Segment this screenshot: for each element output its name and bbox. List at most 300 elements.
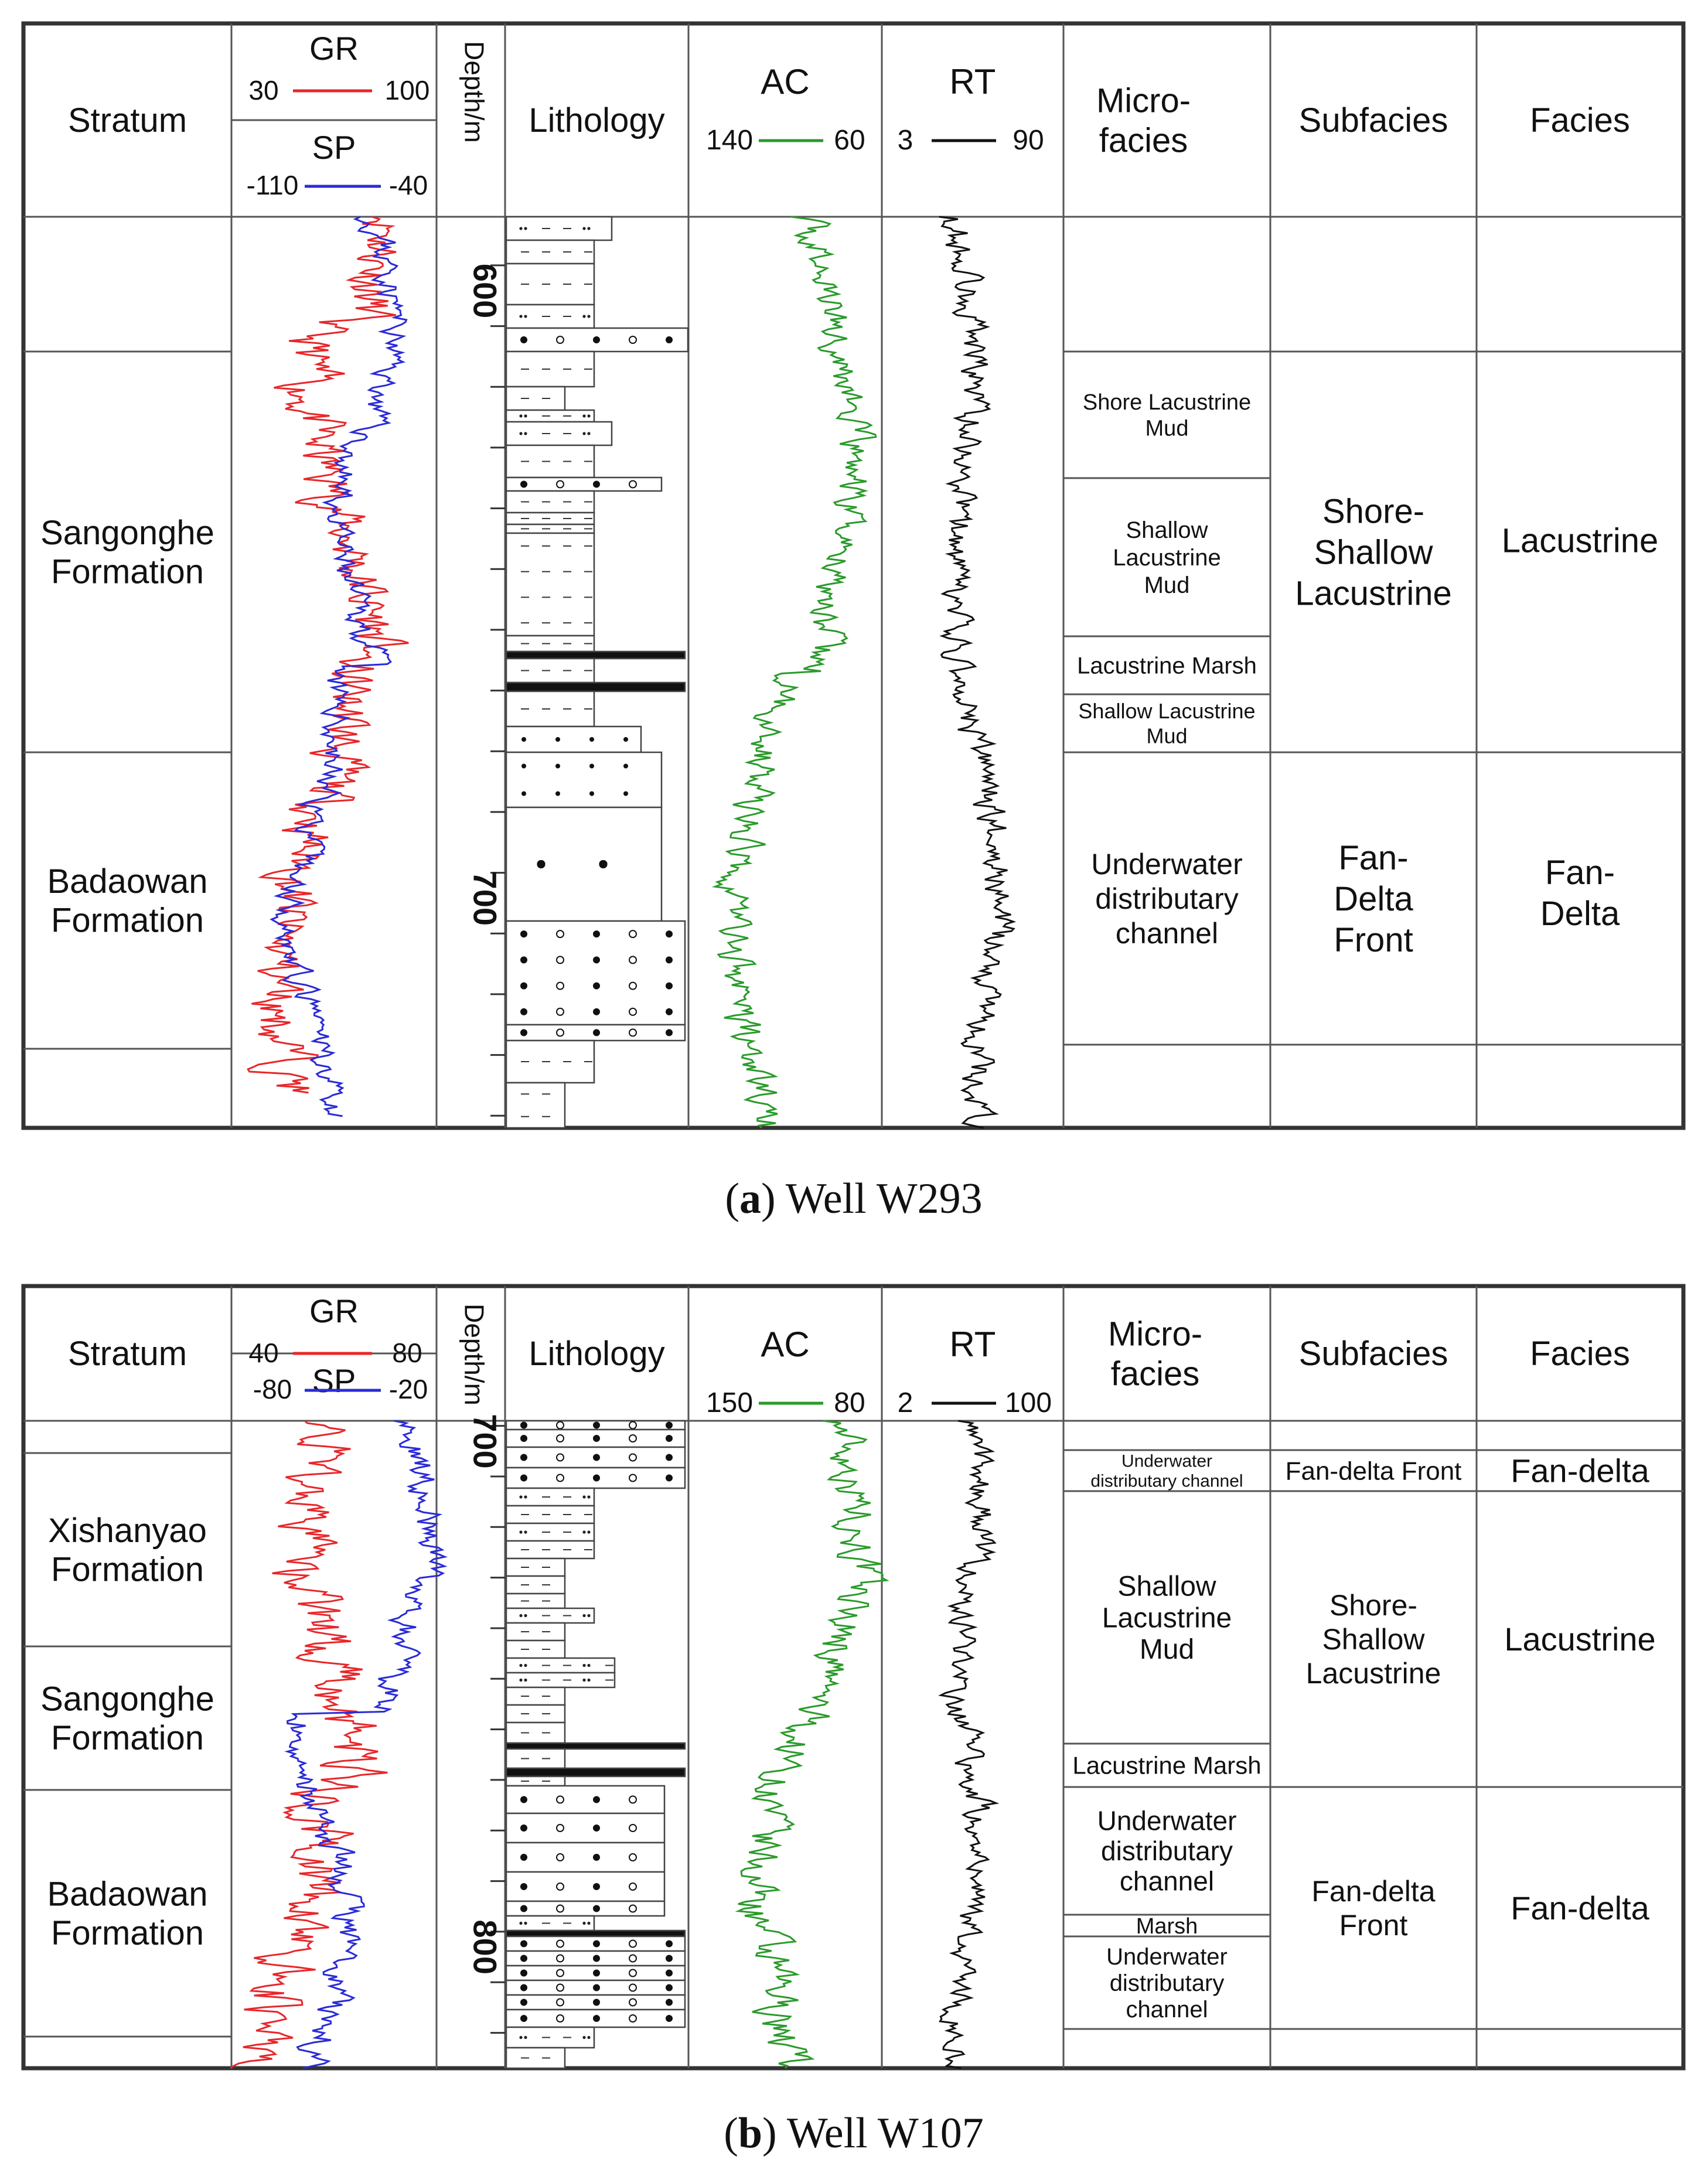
facies-cell-line: Fan-delta — [1511, 1890, 1649, 1927]
gr-title: GR — [309, 30, 359, 67]
lithology-bed — [506, 2048, 565, 2068]
lith-sand-dot — [589, 792, 594, 796]
stratum-xishanyao-line: Xishanyao — [48, 1511, 207, 1550]
facies-cell — [1511, 1890, 1649, 1926]
facies-cell-line: Lacustrine — [1504, 1621, 1656, 1658]
lith-box — [506, 727, 641, 752]
lithology-bed — [506, 659, 594, 683]
lith-grain — [594, 1455, 599, 1461]
rt-curve — [939, 217, 1014, 1128]
lithology-bed — [506, 1776, 565, 1786]
lith-grain — [557, 1435, 564, 1442]
stratum-sangonghe-line: Formation — [50, 1719, 204, 1758]
microfacies-cell-line: channel — [1119, 1866, 1215, 1897]
subfacies-cell-line: Shallow — [1322, 1623, 1425, 1656]
lith-silt-dot — [582, 315, 585, 318]
lithology-bed — [506, 1594, 565, 1608]
lithology-bed — [506, 2010, 685, 2027]
lith-grain — [521, 1854, 527, 1860]
lith-grain — [557, 983, 564, 990]
facies-cell — [1511, 1452, 1649, 1489]
lith-grain — [629, 1984, 636, 1991]
lithology-bed — [506, 422, 612, 445]
lith-silt-dot — [524, 1679, 527, 1682]
lith-box — [506, 1786, 664, 1813]
microfacies-cell-line: Mud — [1146, 724, 1188, 748]
lith-grain — [594, 1956, 599, 1962]
lith-sand-dot — [555, 792, 560, 796]
caption-text: ) Well W107 — [762, 2109, 984, 2157]
sp-title: SP — [312, 1362, 356, 1399]
lith-silt-dot — [519, 227, 522, 230]
subfacies-cell-line: Fan-delta — [1311, 1875, 1436, 1908]
lith-grain — [629, 983, 636, 990]
gr-max: 80 — [392, 1338, 422, 1368]
lith-grain — [521, 1970, 527, 1976]
lith-silt-dot — [587, 1679, 590, 1682]
lithology-bed — [506, 1687, 565, 1705]
lithology-bed — [506, 410, 594, 422]
depth-label: 700 — [466, 871, 504, 926]
lith-sand-dot — [521, 792, 526, 796]
microfacies-cell-line: Shallow Lacustrine — [1078, 698, 1256, 723]
lith-grain — [666, 1423, 672, 1428]
rt-curve — [940, 1421, 996, 2068]
lith-grain — [629, 481, 636, 488]
depth-label: 700 — [466, 1414, 504, 1469]
lith-grain — [594, 1423, 599, 1428]
lith-grain — [557, 481, 564, 488]
lith-silt-dot — [587, 1664, 590, 1667]
lith-box — [506, 1594, 565, 1608]
lith-grain — [629, 1008, 636, 1015]
lith-silt-dot — [524, 1664, 527, 1667]
microfacies-cell — [1072, 1752, 1261, 1779]
lithology-bed — [506, 1813, 664, 1843]
subfacies-cell-line: Lacustrine — [1295, 574, 1452, 613]
lith-grain — [594, 1941, 599, 1947]
lith-grain — [521, 1009, 527, 1015]
ac-curve — [738, 1421, 887, 2068]
lith-grain — [629, 1940, 636, 1948]
microfacies-cell-line: Lacustrine Marsh — [1072, 1751, 1262, 1779]
lith-silt-dot — [524, 414, 527, 417]
lith-grain — [666, 1970, 672, 1976]
lith-grain — [521, 1985, 527, 1991]
lith-box — [506, 752, 662, 807]
lithology-bed — [506, 1723, 565, 1743]
lith-grain — [557, 1955, 564, 1962]
stratum-sangonghe — [40, 1680, 214, 1757]
lith-grain — [521, 2015, 527, 2021]
lith-grain — [629, 1970, 636, 1977]
lith-grain — [629, 1905, 636, 1912]
lith-grain — [629, 1454, 636, 1461]
lith-silt-dot — [524, 1922, 527, 1925]
lith-grain — [521, 931, 527, 937]
lith-silt-dot — [587, 1614, 590, 1617]
microfacies-cell-line: distributary — [1109, 1970, 1225, 1996]
lith-silt-dot — [587, 414, 590, 417]
lithology-bed — [506, 1541, 594, 1558]
header-depth: Depth/m — [459, 1304, 490, 1406]
lith-grain — [521, 957, 527, 963]
lith-silt-dot — [524, 432, 527, 435]
microfacies-cell-line: Shore Lacustrine — [1082, 390, 1252, 415]
caption-paren: ( — [725, 1175, 739, 1223]
subfacies-cell — [1286, 1457, 1462, 1485]
facies-cell-line: Fan-delta — [1511, 1452, 1649, 1489]
lith-grain — [521, 1423, 527, 1428]
lith-grain — [594, 1854, 599, 1860]
lith-silt-dot — [582, 1614, 585, 1617]
microfacies-cell-line: Mud — [1145, 416, 1189, 441]
lith-silt-dot — [582, 414, 585, 417]
lith-grain — [521, 1956, 527, 1962]
lith-grain — [557, 1970, 564, 1977]
lith-grain — [666, 1435, 672, 1441]
lithology-bed — [506, 1506, 594, 1523]
lith-silt-dot — [582, 432, 585, 435]
lithology-bed — [506, 513, 594, 524]
sp-min: -80 — [253, 1374, 292, 1404]
facies-cell — [1502, 521, 1659, 560]
lith-silt-dot — [524, 1495, 527, 1498]
lith-sand-dot — [555, 764, 560, 769]
subfacies-cell-line: Shore- — [1322, 492, 1425, 531]
lith-box — [506, 1931, 685, 1936]
stratum-sangonghe-line: Formation — [50, 553, 204, 591]
lithology-bed — [506, 533, 594, 636]
lith-box — [506, 1576, 565, 1594]
lith-grain — [557, 1029, 564, 1036]
lith-silt-dot — [519, 1922, 522, 1925]
lith-silt-dot — [582, 227, 585, 230]
lithology-bed — [506, 1025, 685, 1041]
lith-grain — [629, 336, 636, 343]
subfacies-cell — [1334, 839, 1413, 959]
microfacies-cell-line: Underwater — [1091, 848, 1243, 881]
lithology-bed — [506, 264, 594, 305]
subfacies-cell-line: Front — [1334, 920, 1413, 959]
lithology-bed — [506, 1995, 685, 2010]
lith-silt-dot — [519, 1664, 522, 1667]
header-microfacies — [1096, 81, 1191, 159]
header-lithology: Lithology — [529, 101, 665, 139]
lith-silt-dot — [519, 1614, 522, 1617]
stratum-badaowan-line: Formation — [50, 1914, 204, 1953]
panel-well-w293 — [23, 23, 1683, 1223]
lith-box — [506, 652, 685, 659]
header-stratum: Stratum — [67, 1335, 187, 1373]
sp-max: -20 — [388, 1374, 428, 1404]
lith-grain — [557, 930, 564, 937]
lith-grain — [557, 336, 564, 343]
lithology-bed — [506, 478, 662, 491]
lith-grain — [521, 1906, 527, 1912]
lithology-bed — [506, 387, 565, 410]
lith-box — [506, 1749, 565, 1768]
lith-silt-dot — [519, 1530, 522, 1533]
lith-grain — [521, 337, 527, 343]
lith-grain — [666, 1475, 672, 1481]
lith-grain — [666, 1941, 672, 1947]
lith-grain — [521, 1884, 527, 1890]
lith-box — [506, 1743, 685, 1749]
lithology-bed — [506, 691, 594, 727]
lith-silt-dot — [582, 1922, 585, 1925]
lith-box — [506, 1705, 565, 1723]
lith-grain — [557, 956, 564, 963]
lith-grain — [557, 1940, 564, 1948]
lith-coarse-grain — [599, 860, 608, 868]
lith-grain — [594, 957, 599, 963]
lith-silt-dot — [524, 227, 527, 230]
rt-max: 90 — [1012, 125, 1044, 156]
lithology-bed — [506, 328, 688, 352]
lithology-bed — [506, 1931, 685, 1936]
lith-silt-dot — [524, 2036, 527, 2039]
ac-max: 60 — [834, 125, 865, 156]
lith-grain — [629, 1796, 636, 1803]
lithology-bed — [506, 1768, 685, 1776]
facies-cell — [1504, 1621, 1655, 1658]
lithology-bed — [506, 1980, 685, 1995]
lith-box — [506, 1623, 565, 1641]
subfacies-cell — [1306, 1589, 1441, 1690]
lithology-bed — [506, 1468, 685, 1488]
rt-max: 100 — [1004, 1387, 1052, 1418]
lith-silt-dot — [582, 2036, 585, 2039]
lith-silt-dot — [587, 2036, 590, 2039]
lith-grain — [557, 1854, 564, 1861]
rt-min: 2 — [897, 1387, 913, 1418]
lith-grain — [594, 931, 599, 937]
microfacies-cell-line: Underwater — [1106, 1944, 1228, 1970]
lith-silt-dot — [519, 1495, 522, 1498]
gr-min: 30 — [248, 75, 279, 105]
lith-grain — [594, 1030, 599, 1036]
lith-grain — [629, 930, 636, 937]
lith-grain — [629, 1883, 636, 1890]
lith-grain — [666, 931, 672, 937]
sp-title: SP — [312, 129, 356, 166]
lith-grain — [594, 1435, 599, 1441]
lith-grain — [557, 1796, 564, 1803]
lith-grain — [594, 983, 599, 989]
lith-grain — [666, 1956, 672, 1962]
lith-grain — [629, 1854, 636, 1861]
subfacies-cell-line: Lacustrine — [1305, 1657, 1441, 1690]
header-microfacies-line: Micro- — [1107, 1315, 1203, 1353]
facies-cell-line: Lacustrine — [1501, 521, 1659, 560]
microfacies-cell — [1078, 699, 1255, 748]
lithology-bed — [506, 1966, 685, 1980]
lithology-bed — [506, 1749, 565, 1768]
gr-title: GR — [309, 1292, 359, 1329]
lith-silt-dot — [519, 2036, 522, 2039]
lith-grain — [557, 1905, 564, 1912]
ac-min: 150 — [705, 1387, 754, 1418]
sp-min: -110 — [246, 170, 299, 200]
gr-curve — [231, 1421, 388, 2068]
lith-grain — [521, 1825, 527, 1831]
microfacies-cell-line: channel — [1126, 1996, 1208, 2023]
header-subfacies: Subfacies — [1298, 1335, 1448, 1373]
lith-grain — [666, 1009, 672, 1015]
panel-well-w107 — [23, 1286, 1683, 2157]
facies-cell — [1540, 854, 1620, 933]
caption-a — [725, 1175, 982, 1223]
lith-silt-dot — [519, 414, 522, 417]
lith-sand-dot — [623, 764, 628, 769]
microfacies-cell — [1106, 1944, 1228, 2023]
microfacies-cell-line: Underwater — [1121, 1451, 1213, 1471]
header-facies: Facies — [1530, 1335, 1630, 1373]
lith-sand-dot — [623, 792, 628, 796]
lith-silt-dot — [519, 1679, 522, 1682]
lithology-bed — [506, 1421, 685, 1430]
subfacies-cell-line: Front — [1339, 1909, 1408, 1942]
lith-grain — [594, 482, 599, 487]
caption-b — [724, 2109, 984, 2157]
microfacies-cell — [1136, 1914, 1198, 1939]
lith-grain — [557, 2015, 564, 2022]
microfacies-cell — [1097, 1806, 1237, 1897]
lith-box — [506, 1813, 664, 1843]
lith-grain — [629, 1422, 636, 1429]
lithology-bed — [506, 352, 594, 387]
lithology-bed — [506, 1041, 594, 1083]
rt-title: RT — [949, 62, 996, 101]
microfacies-cell — [1090, 1452, 1243, 1491]
lithology-bed — [506, 1936, 685, 1951]
lithology-bed — [506, 1916, 594, 1931]
lith-silt-dot — [519, 315, 522, 318]
subfacies-cell — [1295, 492, 1452, 612]
stratum-sangonghe-line: Sangonghe — [40, 513, 214, 552]
lith-grain — [521, 1941, 527, 1947]
lith-grain — [594, 1884, 599, 1890]
lithology-bed — [506, 305, 594, 328]
microfacies-cell-line: Marsh — [1136, 1914, 1198, 1939]
subfacies-cell-line: Delta — [1334, 879, 1413, 918]
ac-title: AC — [761, 1325, 810, 1364]
lithology-bed — [506, 1705, 565, 1723]
lith-grain — [629, 956, 636, 963]
lith-silt-dot — [519, 432, 522, 435]
lith-grain — [557, 1984, 564, 1991]
lith-grain — [666, 1030, 672, 1036]
lith-grain — [629, 1999, 636, 2006]
microfacies-cell — [1077, 653, 1257, 679]
lithology-bed — [506, 752, 662, 807]
lith-grain — [666, 2015, 672, 2021]
stratum-badaowan-line: Badaowan — [47, 1875, 208, 1914]
lith-grain — [557, 1824, 564, 1832]
stratum-xishanyao — [48, 1512, 207, 1589]
rt-min: 3 — [897, 125, 913, 156]
microfacies-cell-line: Underwater — [1097, 1805, 1237, 1836]
lith-grain — [521, 1797, 527, 1803]
lith-grain — [594, 1906, 599, 1912]
lithology-bed — [506, 636, 594, 652]
lith-silt-dot — [587, 315, 590, 318]
microfacies-cell — [1113, 517, 1221, 598]
lith-grain — [629, 1475, 636, 1482]
lith-grain — [521, 2000, 527, 2006]
stratum-badaowan — [47, 1875, 207, 1952]
caption-letter: b — [738, 2109, 763, 2157]
gr-max: 100 — [384, 75, 430, 105]
facies-cell-line: Delta — [1540, 894, 1620, 933]
lithology-bed — [506, 1623, 565, 1641]
lith-box — [506, 1083, 565, 1128]
lith-grain — [666, 1985, 672, 1991]
lith-grain — [666, 957, 672, 963]
lithology-bed — [506, 2027, 594, 2048]
lith-box — [506, 478, 662, 491]
subfacies-cell-line: Shore- — [1329, 1589, 1418, 1622]
lith-box — [506, 1723, 565, 1743]
gr-min: 40 — [248, 1338, 279, 1368]
lith-grain — [594, 337, 599, 343]
ac-min: 140 — [705, 125, 754, 156]
stratum-sangonghe-line: Sangonghe — [40, 1680, 214, 1718]
microfacies-cell-line: Shallow — [1117, 1571, 1216, 1602]
lithology-bed — [506, 491, 594, 513]
stratum-sangonghe — [40, 514, 214, 591]
lith-sand-dot — [589, 737, 594, 742]
lith-silt-dot — [587, 1530, 590, 1533]
lithology-bed — [506, 445, 594, 478]
lith-box — [506, 1872, 664, 1901]
lith-box — [506, 1843, 664, 1872]
lith-grain — [521, 482, 527, 487]
lithology-bed — [506, 1743, 685, 1749]
lith-grain — [557, 1422, 564, 1429]
microfacies-cell — [1083, 390, 1251, 441]
lithology-bed — [506, 1558, 565, 1576]
lith-sand-dot — [623, 737, 628, 742]
lith-grain — [557, 1008, 564, 1015]
microfacies-cell-line: Lacustrine Marsh — [1077, 653, 1257, 679]
lith-silt-dot — [582, 1679, 585, 1682]
microfacies-cell — [1091, 848, 1242, 950]
lith-grain — [629, 1029, 636, 1036]
lith-grain — [666, 1455, 672, 1461]
header-microfacies — [1108, 1315, 1202, 1393]
caption-letter: a — [739, 1175, 761, 1223]
sp-curve — [272, 217, 407, 1116]
lithology-bed — [506, 240, 594, 264]
microfacies-cell-line: Lacustrine — [1102, 1602, 1232, 1634]
gr-curve — [248, 217, 408, 1093]
facies-cell-line: Fan- — [1545, 853, 1615, 892]
lith-sand-dot — [555, 737, 560, 742]
lith-grain — [666, 2000, 672, 2006]
lithology-bed — [506, 524, 594, 533]
header-depth: Depth/m — [459, 41, 490, 143]
depth-label: 600 — [466, 263, 504, 319]
header-microfacies-line: facies — [1110, 1355, 1200, 1393]
lithology-bed — [506, 921, 685, 1025]
microfacies-cell-line: distributary — [1101, 1836, 1233, 1867]
lith-grain — [521, 983, 527, 989]
lithology-bed — [506, 683, 685, 691]
microfacies-cell-line: Shallow — [1126, 517, 1208, 543]
lith-box — [506, 807, 662, 921]
